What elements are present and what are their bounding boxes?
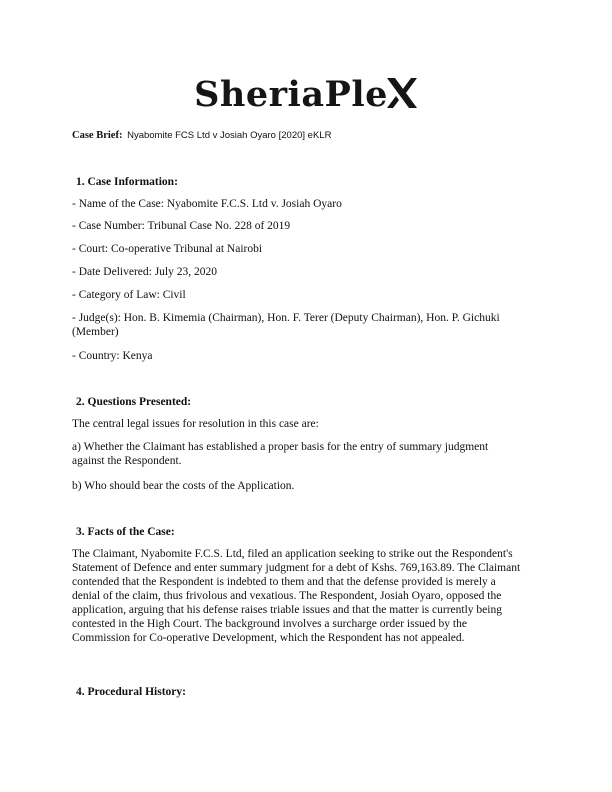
questions-presented-section: [72, 395, 544, 409]
logo-text: SheriaPle: [194, 74, 388, 115]
case-information-section: [72, 175, 544, 189]
list-item: a) Whether the Claimant has established a proper basis for the entry of summary judgment: [72, 441, 489, 453]
procedural-history-section: [72, 685, 544, 699]
list-item: - Country: Kenya: [72, 350, 153, 362]
judges-item: [72, 311, 544, 339]
case-name-item: [72, 197, 544, 211]
question-a: [72, 440, 544, 468]
paragraph-line: contended that the Respondent is indebted to them and that the defense provided is merely a: [72, 576, 496, 588]
paragraph-line: contested in the High Court. The background involves a surcharge order issued by the: [72, 618, 467, 630]
paragraph-line: Statement of Defence and enter summary judgment for a debt of Kshs. 769,163.89. The Claimant: [72, 562, 521, 574]
paragraph: The central legal issues for resolution in this case are:: [72, 418, 319, 430]
list-item: - Judge(s): Hon. B. Kimemia (Chairman), Hon. F. Terer (Deputy Chairman), Hon. P. Gichuki: [72, 312, 500, 324]
case-brief-title: [72, 130, 331, 141]
section-heading: 4. Procedural History:: [76, 686, 186, 698]
paragraph-line: application, arguing that his defense raises triable issues and that the matter is currently being: [72, 604, 502, 616]
section-heading: 1. Case Information:: [76, 176, 178, 188]
facts-section: [72, 525, 544, 539]
court-item: [72, 242, 544, 256]
section-heading: 3. Facts of the Case:: [76, 526, 175, 538]
question-b: [72, 479, 544, 493]
x-mark-icon: [386, 76, 418, 110]
date-item: [72, 265, 544, 279]
paragraph-line: The Claimant, Nyabomite F.C.S. Ltd, filed an application seeking to strike out the Respondent's: [72, 548, 513, 560]
list-item: b) Who should bear the costs of the Application.: [72, 480, 295, 492]
category-item: [72, 288, 544, 302]
list-item: - Case Number: Tribunal Case No. 228 of 2019: [72, 220, 291, 232]
list-item-continuation: against the Respondent.: [72, 455, 182, 467]
list-item: - Category of Law: Civil: [72, 289, 186, 301]
case-number-item: [72, 219, 544, 233]
facts-paragraph: [72, 547, 552, 645]
sheriaplex-logo: [0, 72, 612, 118]
country-item: [72, 349, 544, 363]
list-item: - Date Delivered: July 23, 2020: [72, 266, 217, 278]
questions-intro: [72, 417, 544, 431]
paragraph-line: Commission for Co-operative Development, which the Respondent has not appealed.: [72, 632, 465, 644]
case-brief-value: Nyabomite FCS Ltd v Josiah Oyaro [2020] eKLR: [127, 130, 332, 141]
paragraph-line: denial of the claim, thus frivolous and vexatious. The Respondent, Josiah Oyaro, opposed the: [72, 590, 502, 602]
case-brief-label: Case Brief:: [72, 130, 123, 141]
list-item: - Name of the Case: Nyabomite F.C.S. Ltd v. Josiah Oyaro: [72, 198, 342, 210]
list-item-continuation: (Member): [72, 326, 119, 338]
section-heading: 2. Questions Presented:: [76, 396, 192, 408]
list-item: - Court: Co-operative Tribunal at Nairobi: [72, 243, 263, 255]
